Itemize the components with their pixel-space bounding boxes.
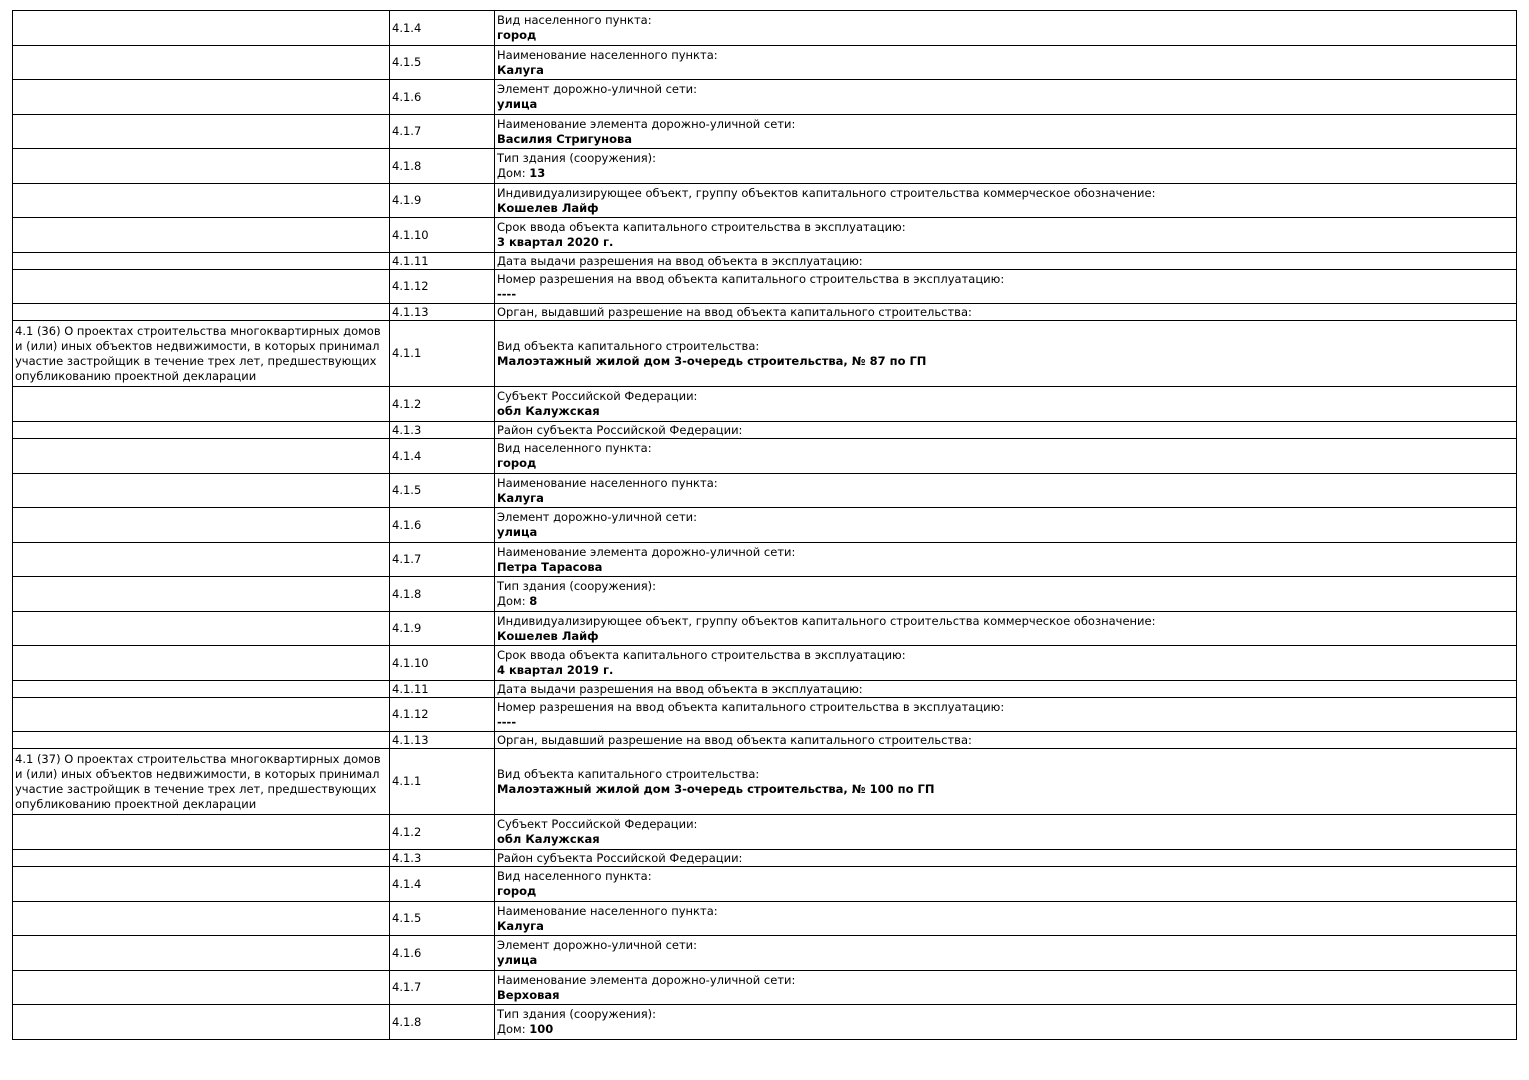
item-code-cell: 4.1.7 [390, 543, 495, 577]
field-value: обл Калужская [497, 404, 600, 418]
field-value-line [497, 166, 1514, 181]
field-value: 3 квартал 2020 г. [497, 235, 614, 249]
item-content-cell [495, 474, 1517, 508]
table-row [13, 612, 1517, 646]
item-code-cell: 4.1.11 [390, 253, 495, 270]
item-content-cell [495, 508, 1517, 543]
item-code-cell: 4.1.7 [390, 971, 495, 1005]
item-content-cell [495, 971, 1517, 1005]
field-label: Элемент дорожно-уличной сети: [497, 938, 698, 952]
section-cell [13, 577, 390, 612]
field-value: Калуга [497, 918, 544, 933]
item-content-cell [495, 218, 1517, 253]
section-cell [13, 850, 390, 867]
field-value: 100 [529, 1022, 554, 1036]
table-row [13, 218, 1517, 253]
item-content-cell [495, 902, 1517, 936]
field-label: Орган, выдавший разрешение на ввод объекта капитального строительства: [497, 732, 972, 747]
item-code-cell: 4.1.9 [390, 612, 495, 646]
section-cell [13, 902, 390, 936]
field-label: Вид населенного пункта: [497, 13, 652, 27]
table-row [13, 698, 1517, 732]
field-value: Калуга [497, 490, 544, 505]
item-code-cell: 4.1.10 [390, 646, 495, 681]
section-cell [13, 149, 390, 184]
section-cell [13, 304, 390, 321]
table-row [13, 321, 1517, 387]
field-value-line [497, 594, 1514, 609]
section-cell [13, 508, 390, 543]
field-value: Малоэтажный жилой дом 3-очередь строительства, № 100 по ГП [497, 781, 935, 796]
field-label: Тип здания (сооружения): [497, 579, 657, 593]
field-label: Район субъекта Российской Федерации: [497, 850, 743, 865]
item-content-cell [495, 543, 1517, 577]
field-label: Срок ввода объекта капитального строительства в эксплуатацию: [497, 220, 906, 234]
field-value: Калуга [497, 62, 544, 77]
field-value: улица [497, 97, 538, 111]
section-cell: 4.1 (36) О проектах строительства многоквартирных домов и (или) иных объектов недвижимости, в которых принимал участие застройщик в течение трех лет, предшествующих опубликованию проектной декларации [13, 321, 390, 387]
table-row [13, 304, 1517, 321]
field-value-prefix: Дом: [497, 1022, 530, 1036]
section-cell [13, 543, 390, 577]
field-value: обл Калужская [497, 832, 600, 846]
item-code-cell: 4.1.4 [390, 439, 495, 474]
item-code-cell: 4.1.9 [390, 184, 495, 218]
field-value: город [497, 28, 537, 42]
section-cell [13, 732, 390, 749]
field-value: Верховая [497, 987, 560, 1002]
item-content-cell [495, 11, 1517, 46]
item-code-cell: 4.1.11 [390, 681, 495, 698]
section-cell [13, 936, 390, 971]
item-content-cell [495, 1005, 1517, 1040]
item-code-cell: 4.1.5 [390, 902, 495, 936]
section-cell [13, 11, 390, 46]
table-row [13, 971, 1517, 1005]
item-content-cell [495, 698, 1517, 732]
field-label: Субъект Российской Федерации: [497, 817, 698, 831]
declaration-table-body [13, 11, 1517, 1040]
field-value: Петра Тарасова [497, 559, 603, 574]
item-code-cell: 4.1.3 [390, 850, 495, 867]
field-value: Кошелев Лайф [497, 628, 599, 643]
item-content-cell [495, 80, 1517, 115]
field-label: Вид населенного пункта: [497, 441, 652, 455]
section-cell [13, 681, 390, 698]
section-cell [13, 270, 390, 304]
item-code-cell: 4.1.7 [390, 115, 495, 149]
section-cell [13, 698, 390, 732]
table-row [13, 253, 1517, 270]
item-code-cell: 4.1.6 [390, 80, 495, 115]
item-content-cell [495, 304, 1517, 321]
item-code-cell: 4.1.2 [390, 815, 495, 850]
field-label: Наименование элемента дорожно-уличной сети: [497, 544, 796, 559]
item-content-cell [495, 46, 1517, 80]
field-label: Наименование элемента дорожно-уличной сети: [497, 116, 796, 131]
table-row [13, 577, 1517, 612]
section-cell [13, 46, 390, 80]
section-cell [13, 646, 390, 681]
field-label: Наименование элемента дорожно-уличной сети: [497, 972, 796, 987]
table-row [13, 422, 1517, 439]
section-cell [13, 867, 390, 902]
table-row [13, 681, 1517, 698]
item-content-cell [495, 815, 1517, 850]
table-row [13, 439, 1517, 474]
table-row [13, 867, 1517, 902]
item-code-cell: 4.1.12 [390, 270, 495, 304]
item-content-cell [495, 612, 1517, 646]
field-value: Василия Стригунова [497, 131, 633, 146]
item-content-cell [495, 184, 1517, 218]
item-code-cell: 4.1.6 [390, 508, 495, 543]
item-content-cell [495, 115, 1517, 149]
field-value: улица [497, 953, 538, 967]
field-value: 8 [529, 594, 538, 608]
section-cell [13, 815, 390, 850]
table-row [13, 149, 1517, 184]
item-content-cell [495, 681, 1517, 698]
item-content-cell [495, 867, 1517, 902]
item-content-cell [495, 253, 1517, 270]
item-code-cell: 4.1.13 [390, 732, 495, 749]
item-code-cell: 4.1.2 [390, 387, 495, 422]
field-label: Номер разрешения на ввод объекта капитального строительства в эксплуатацию: [497, 271, 1005, 286]
table-row [13, 902, 1517, 936]
table-row [13, 474, 1517, 508]
item-content-cell [495, 577, 1517, 612]
field-value: улица [497, 525, 538, 539]
field-label: Индивидуализирующее объект, группу объектов капитального строительства коммерческое обозначение: [497, 185, 1156, 200]
item-content-cell [495, 439, 1517, 474]
field-label: Наименование населенного пункта: [497, 903, 718, 918]
table-row [13, 508, 1517, 543]
section-cell [13, 80, 390, 115]
field-value-prefix: Дом: [497, 594, 530, 608]
field-label: Номер разрешения на ввод объекта капитального строительства в эксплуатацию: [497, 699, 1005, 714]
table-row [13, 543, 1517, 577]
section-cell [13, 422, 390, 439]
table-row [13, 270, 1517, 304]
field-label: Дата выдачи разрешения на ввод объекта в эксплуатацию: [497, 253, 863, 268]
item-code-cell: 4.1.8 [390, 149, 495, 184]
item-content-cell [495, 270, 1517, 304]
field-value: город [497, 456, 537, 470]
field-value-line [497, 1022, 1514, 1037]
section-cell [13, 184, 390, 218]
field-label: Срок ввода объекта капитального строительства в эксплуатацию: [497, 648, 906, 662]
item-content-cell [495, 321, 1517, 387]
field-label: Элемент дорожно-уличной сети: [497, 510, 698, 524]
field-label: Индивидуализирующее объект, группу объектов капитального строительства коммерческое обозначение: [497, 613, 1156, 628]
field-value: 4 квартал 2019 г. [497, 663, 614, 677]
field-label: Вид объекта капитального строительства: [497, 766, 760, 781]
item-code-cell: 4.1.5 [390, 474, 495, 508]
field-label: Орган, выдавший разрешение на ввод объекта капитального строительства: [497, 304, 972, 319]
table-row [13, 11, 1517, 46]
table-row [13, 815, 1517, 850]
field-label: Тип здания (сооружения): [497, 1007, 657, 1021]
table-row [13, 850, 1517, 867]
field-label: Наименование населенного пункта: [497, 47, 718, 62]
field-label: Элемент дорожно-уличной сети: [497, 82, 698, 96]
item-content-cell [495, 936, 1517, 971]
table-row [13, 387, 1517, 422]
field-label: Вид населенного пункта: [497, 869, 652, 883]
section-cell: 4.1 (37) О проектах строительства многоквартирных домов и (или) иных объектов недвижимости, в которых принимал участие застройщик в течение трех лет, предшествующих опубликованию проектной декларации [13, 749, 390, 815]
section-cell [13, 218, 390, 253]
item-code-cell: 4.1.5 [390, 46, 495, 80]
field-label: Наименование населенного пункта: [497, 475, 718, 490]
item-content-cell [495, 732, 1517, 749]
item-code-cell: 4.1.4 [390, 11, 495, 46]
item-code-cell: 4.1.13 [390, 304, 495, 321]
item-code-cell: 4.1.3 [390, 422, 495, 439]
field-value: Кошелев Лайф [497, 200, 599, 215]
field-value: ---- [497, 286, 517, 301]
table-row [13, 646, 1517, 681]
field-value: Малоэтажный жилой дом 3-очередь строительства, № 87 по ГП [497, 353, 927, 368]
field-label: Дата выдачи разрешения на ввод объекта в эксплуатацию: [497, 681, 863, 696]
section-cell [13, 971, 390, 1005]
item-content-cell [495, 749, 1517, 815]
section-cell [13, 474, 390, 508]
item-code-cell: 4.1.1 [390, 321, 495, 387]
table-row [13, 184, 1517, 218]
field-label: Субъект Российской Федерации: [497, 389, 698, 403]
field-value: 13 [529, 166, 546, 180]
item-code-cell: 4.1.10 [390, 218, 495, 253]
table-row [13, 749, 1517, 815]
item-content-cell [495, 387, 1517, 422]
section-cell [13, 387, 390, 422]
field-value-prefix: Дом: [497, 166, 530, 180]
field-value: ---- [497, 714, 517, 729]
field-label: Вид объекта капитального строительства: [497, 338, 760, 353]
table-row [13, 1005, 1517, 1040]
item-content-cell [495, 422, 1517, 439]
item-code-cell: 4.1.6 [390, 936, 495, 971]
field-value: город [497, 884, 537, 898]
item-code-cell: 4.1.8 [390, 1005, 495, 1040]
section-cell [13, 612, 390, 646]
table-row [13, 80, 1517, 115]
declaration-table [12, 10, 1517, 1040]
section-cell [13, 253, 390, 270]
section-cell [13, 115, 390, 149]
table-row [13, 936, 1517, 971]
item-code-cell: 4.1.1 [390, 749, 495, 815]
item-code-cell: 4.1.8 [390, 577, 495, 612]
section-cell [13, 439, 390, 474]
item-code-cell: 4.1.4 [390, 867, 495, 902]
item-code-cell: 4.1.12 [390, 698, 495, 732]
table-row [13, 46, 1517, 80]
table-row [13, 732, 1517, 749]
field-label: Район субъекта Российской Федерации: [497, 422, 743, 437]
table-row [13, 115, 1517, 149]
item-content-cell [495, 646, 1517, 681]
section-cell [13, 1005, 390, 1040]
item-content-cell [495, 850, 1517, 867]
item-content-cell [495, 149, 1517, 184]
field-label: Тип здания (сооружения): [497, 151, 657, 165]
